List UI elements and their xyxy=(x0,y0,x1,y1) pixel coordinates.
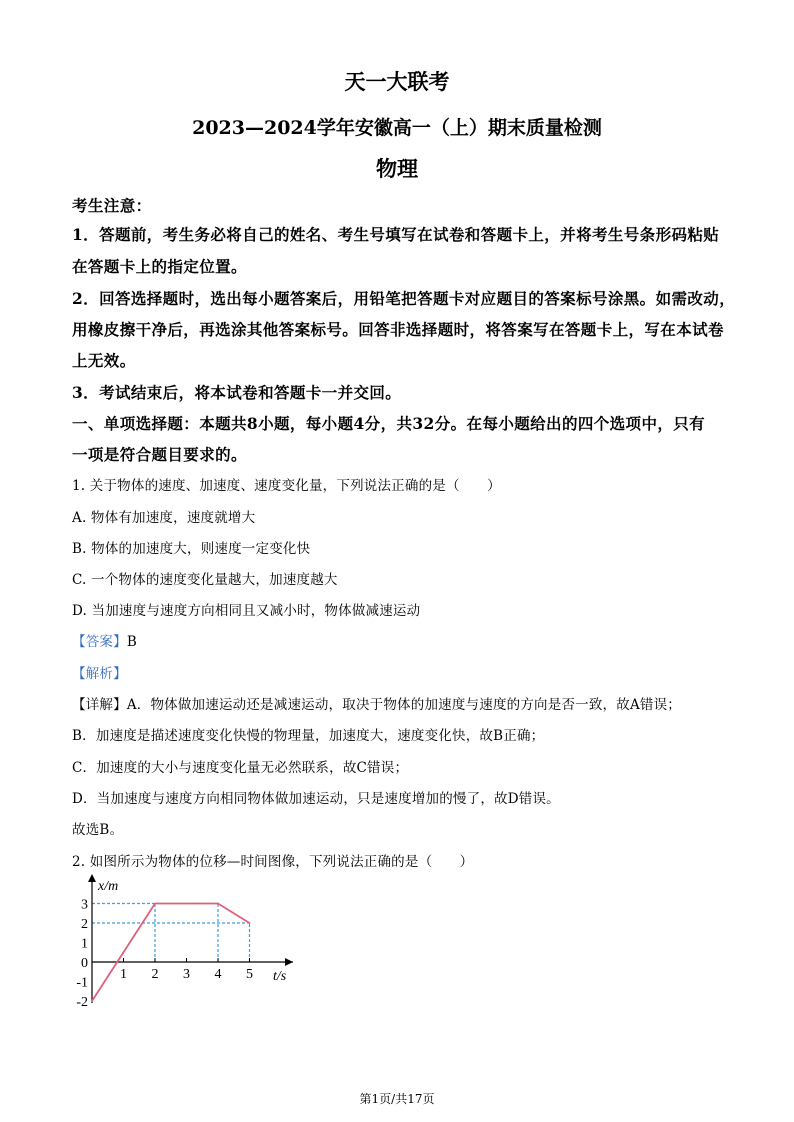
x-tick-label-3: 3 xyxy=(183,967,190,982)
data-point-0 xyxy=(91,1000,93,1002)
y-axis-label: x/m xyxy=(98,879,119,894)
x-axis-label: t/s xyxy=(273,969,287,984)
y-tick-label-0: 0 xyxy=(81,956,88,971)
y-tick-label-1: 1 xyxy=(81,936,88,952)
detail-c: C．加速度的大小与速度变化量无必然联系，故C错误； xyxy=(72,760,409,776)
y-tick-label--1: -1 xyxy=(76,975,88,991)
data-point-3 xyxy=(249,922,251,924)
question-1-option-a: A. 物体有加速度，速度就增大 xyxy=(72,510,256,526)
section-1-heading-line-2: 一项是符合题目要求的。 xyxy=(72,445,247,464)
x-tick-label-4: 4 xyxy=(214,967,222,982)
answer-row xyxy=(72,630,137,650)
detail-tag: 【详解】 xyxy=(72,697,127,713)
analysis-tag: 【解析】 xyxy=(72,666,127,682)
data-point-2 xyxy=(217,903,219,905)
question-1-option-c: C. 一个物体的速度变化量越大，加速度越大 xyxy=(72,572,338,588)
notice-heading: 考生注意： xyxy=(72,196,152,215)
notice-item-1-line-1: 1．答题前，考生务必将自己的姓名、考生号填写在试卷和答题卡上，并将考生号条形码粘贴 xyxy=(72,225,720,244)
question-1-stem: 1. 关于物体的速度、加速度、速度变化量，下列说法正确的是（ ） xyxy=(72,478,501,494)
section-1-heading-line-1: 一、单项选择题：本题共8小题，每小题4分，共32分。在每小题给出的四个选项中，只有 xyxy=(72,414,706,433)
y-tick-label--2: -2 xyxy=(76,995,88,1010)
notice-item-2-line-1: 2．回答选择题时，选出每小题答案后，用铅笔把答题卡对应题目的答案标号涂黑。如需改动， xyxy=(72,289,736,308)
x-tick-label-1: 1 xyxy=(120,967,127,982)
detail-conclusion: 故选B。 xyxy=(72,822,124,838)
y-axis-arrow xyxy=(88,874,96,882)
detail-a-row xyxy=(72,693,681,713)
question-2-stem: 2. 如图所示为物体的位移—时间图像，下列说法正确的是（ ） xyxy=(72,854,474,870)
page-footer: 第1页/共17页 xyxy=(359,1092,435,1106)
answer-value: B xyxy=(126,634,137,650)
detail-d: D．当加速度与速度方向相同物体做加速运动，只是速度增加的慢了，故D错误。 xyxy=(72,791,560,807)
question-1-option-b: B. 物体的加速度大，则速度一定变化快 xyxy=(72,541,311,557)
y-tick-label-3: 3 xyxy=(81,897,88,913)
notice-item-1-line-2: 在答题卡上的指定位置。 xyxy=(72,257,247,276)
exam-title: 2023—2024学年安徽高一（上）期末质量检测 xyxy=(192,117,602,139)
data-point-1 xyxy=(154,903,156,905)
notice-item-3: 3．考试结束后，将本试卷和答题卡一并交回。 xyxy=(72,383,402,402)
detail-b: B．加速度是描述速度变化快慢的物理量，加速度大，速度变化快，故B正确； xyxy=(72,728,545,744)
detail-a: A．物体做加速运动还是减速运动，取决于物体的加速度与速度的方向是否一致，故A错误； xyxy=(126,697,682,713)
series-line-0 xyxy=(92,904,250,1002)
notice-item-2-line-3: 上无效。 xyxy=(72,351,136,370)
y-tick-label-2: 2 xyxy=(81,917,88,932)
position-time-graph xyxy=(70,872,310,1022)
notice-item-2-line-2: 用橡皮擦干净后，再选涂其他答案标号。回答非选择题时，将答案写在答题卡上，写在本试卷 xyxy=(72,320,724,339)
exam-union-title: 天一大联考 xyxy=(344,69,450,94)
x-tick-label-5: 5 xyxy=(246,967,253,982)
question-1-option-d: D. 当加速度与速度方向相同且又减小时，物体做减速运动 xyxy=(72,603,421,619)
answer-tag: 【答案】 xyxy=(72,634,127,650)
x-axis-arrow xyxy=(285,958,293,966)
subject-title: 物理 xyxy=(376,156,418,181)
x-tick-label-2: 2 xyxy=(151,967,159,982)
